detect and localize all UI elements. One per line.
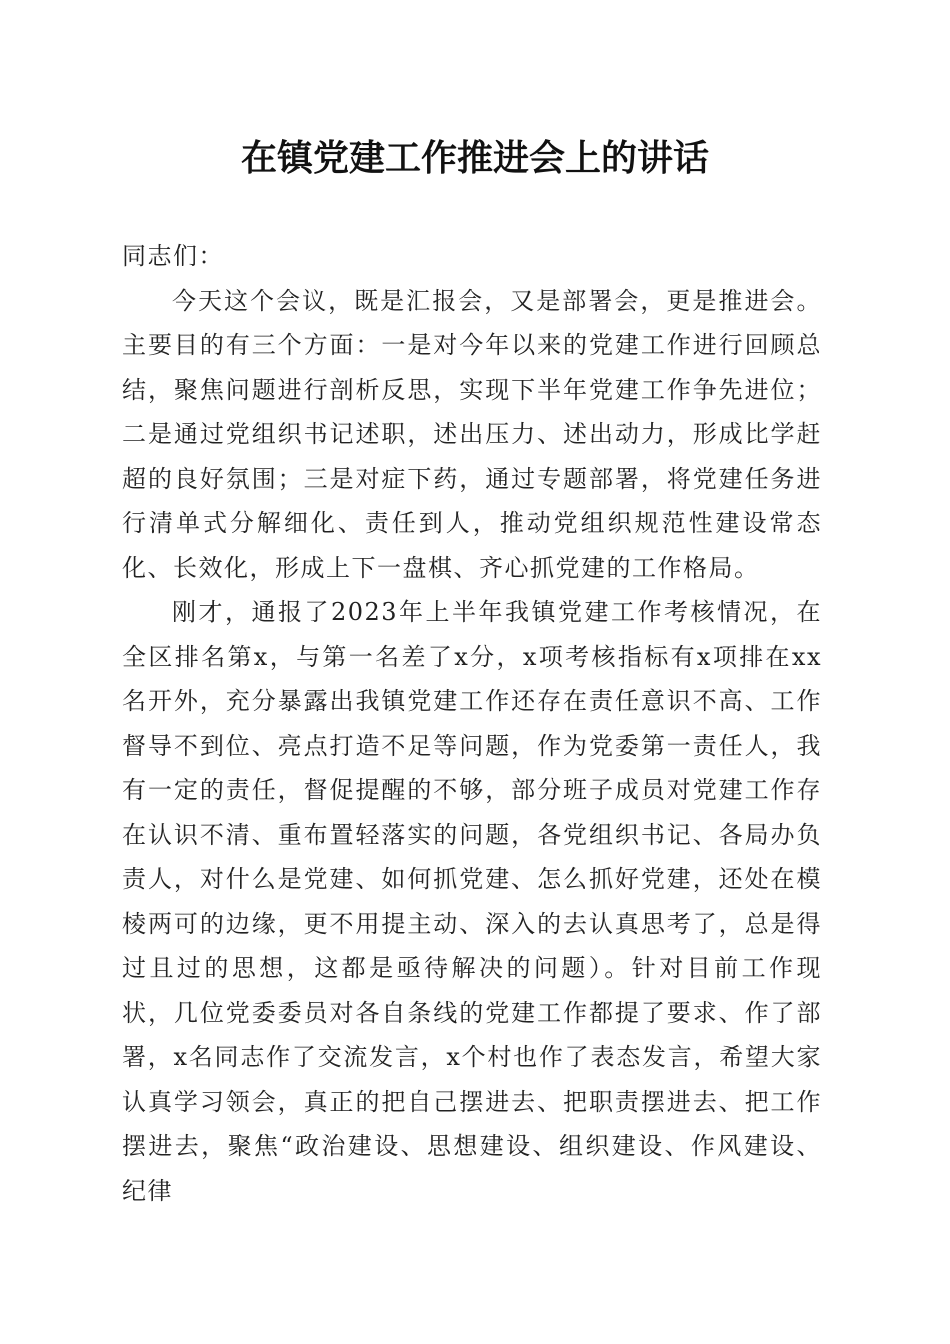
paragraph-2: 刚才，通报了2023年上半年我镇党建工作考核情况，在全区排名第x，与第一名差了x分，x项考核指标有x项排在xx名开外，充分暴露出我镇党建工作还存在责任意识不高、工作督导不到位、亮点打造不足等问题，作为党委第一责任人，我有一定的责任，督促提醒的不够，部分班子成员对党建工作存在认识不清、重布置轻落实的问题，各党组织书记、各局办负责人，对什么是党建、如何抓党建、怎么抓好党建，还处在模棱两可的边缘，更不用提主动、深入的去认真思考了，总是得过且过的思想，这都是亟待解决的问题）。针对目前工作现状，几位党委委员对各自条线的党建工作都提了要求、作了部署，x名同志作了交流发言，x个村也作了表态发言，希望大家认真学习领会，真正的把自己摆进去、把职责摆进去、把工作摆进去，聚焦“政治建设、思想建设、组织建设、作风建设、纪律: [122, 598, 822, 1205]
salutation: 同志们：: [122, 242, 224, 270]
document-body: [122, 234, 822, 1213]
document-title: 在镇党建工作推进会上的讲话: [240, 137, 709, 179]
paragraph-1: 今天这个会议，既是汇报会，又是部署会，更是推进会。主要目的有三个方面：一是对今年以来的党建工作进行回顾总结，聚焦问题进行剖析反思，实现下半年党建工作争先进位；二是通过党组织书记述职，述出压力、述出动力，形成比学赶超的良好氛围；三是对症下药，通过专题部署，将党建任务进行清单式分解细化、责任到人，推动党组织规范性建设常态化、长效化，形成上下一盘棋、齐心抓党建的工作格局。: [122, 286, 822, 582]
